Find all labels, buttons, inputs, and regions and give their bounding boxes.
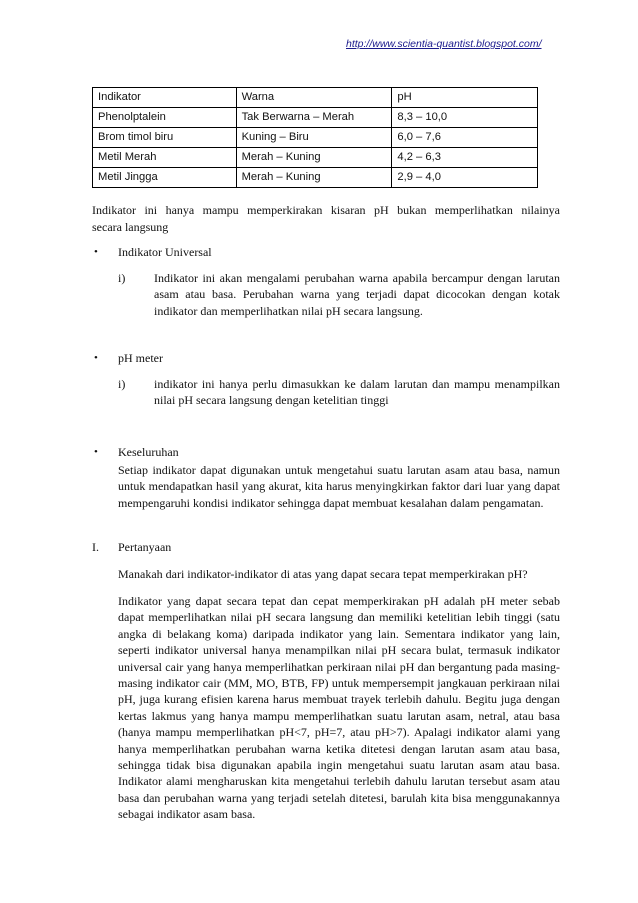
ph-meter-item-text: indikator ini hanya perlu dimasukkan ke dalam larutan dan mampu menampilkan nilai pH secara langsung dengan ketelitian tinggi	[154, 377, 560, 408]
ph-meter-title: pH meter	[118, 351, 163, 365]
table-cell: 6,0 – 7,6	[392, 128, 538, 148]
indicator-table	[92, 87, 538, 188]
table-header-row	[93, 88, 538, 108]
table-cell: Merah – Kuning	[236, 148, 392, 168]
table-row	[93, 168, 538, 188]
table-header-cell: pH	[392, 88, 538, 108]
table-row	[93, 128, 538, 148]
bullet-icon: •	[94, 246, 98, 258]
intro-line-1: Indikator ini hanya mampu memperkirakan kisaran pH bukan memperlihatkan nilainya	[92, 203, 560, 217]
table-header-cell: Indikator	[93, 88, 237, 108]
table-cell: 8,3 – 10,0	[392, 108, 538, 128]
universal-title: Indikator Universal	[118, 245, 212, 259]
table-header-cell: Warna	[236, 88, 392, 108]
table-row	[93, 108, 538, 128]
overall-title: Keseluruhan	[118, 445, 179, 459]
table-cell: Kuning – Biru	[236, 128, 392, 148]
page-url-link[interactable]: http://www.scientia-quantist.blogspot.com/	[346, 38, 542, 50]
ph-meter-item-marker: i)	[118, 377, 126, 391]
table-cell: Brom timol biru	[93, 128, 237, 148]
intro-line-2: secara langsung	[92, 220, 169, 234]
table-cell: 4,2 – 6,3	[392, 148, 538, 168]
overall-text: Setiap indikator dapat digunakan untuk mengetahui suatu larutan asam atau basa, namun untuk mendapatkan hasil yang akurat, kita harus menyingkirkan faktor dari luar yang dapat mempengaruhi kondisi indikator sehingga dapat membuat kesalahan dalam pengamatan.	[118, 463, 560, 510]
table-cell: Metil Merah	[93, 148, 237, 168]
universal-item-marker: i)	[118, 271, 126, 285]
answer-text: Indikator yang dapat secara tepat dan cepat memperkirakan pH adalah pH meter sebab dapat memperlihatkan nilai pH secara langsung dan memiliki ketelitian lebih tinggi (satu angka di belakang koma) daripada indikator yang lain. Sementara indikator yang lain, seperti indikator universal hanya menampilkan nilai pH secara bulat, termasuk indikator universal cair yang hanya memperlihatkan perkiraan nilai pH dan bergantung pada masing-masing indikator cair (MM, MO, BTB, FP) untuk mempersempit jangkauan perkiraan nilai pH, juga kurang efisien karena harus membuat trayek terlebih dahulu. Begitu juga dengan kertas lakmus yang hanya mampu memperlihatkan suatu larutan asam, netral, atau basa (hanya mampu memperlihatkan pH<7, pH=7, atau pH>7). Apalagi indikator alami yang hanya memperlihatkan perubahan warna ketika ditetesi dengan larutan asam atau basa, sehingga tidak bisa digunakan apabila ingin mengetahui suatu larutan asam atau basa. Indikator alami mengharuskan kita mengetahui terlebih dahulu larutan tersebut asam atau basa dan perubahan warna yang terjadi setelah ditetesi, barulah kita bisa menggunakannya sebagai indikator asam basa.	[118, 594, 560, 822]
questions-title: Pertanyaan	[118, 540, 172, 554]
table-cell: Phenolptalein	[93, 108, 237, 128]
table-cell: Metil Jingga	[93, 168, 237, 188]
table-row	[93, 148, 538, 168]
questions-marker: I.	[92, 540, 99, 554]
table-cell: Tak Berwarna – Merah	[236, 108, 392, 128]
universal-item-text: Indikator ini akan mengalami perubahan warna apabila bercampur dengan larutan asam atau basa. Perubahan warna yang terjadi dapat dicocokan dengan kotak indikator dan memperlihatkan nilai pH secara langsung.	[154, 271, 560, 318]
table-cell: Merah – Kuning	[236, 168, 392, 188]
bullet-icon: •	[94, 446, 98, 458]
bullet-icon: •	[94, 352, 98, 364]
question-text: Manakah dari indikator-indikator di atas yang dapat secara tepat memperkirakan pH?	[118, 567, 528, 581]
table-cell: 2,9 – 4,0	[392, 168, 538, 188]
